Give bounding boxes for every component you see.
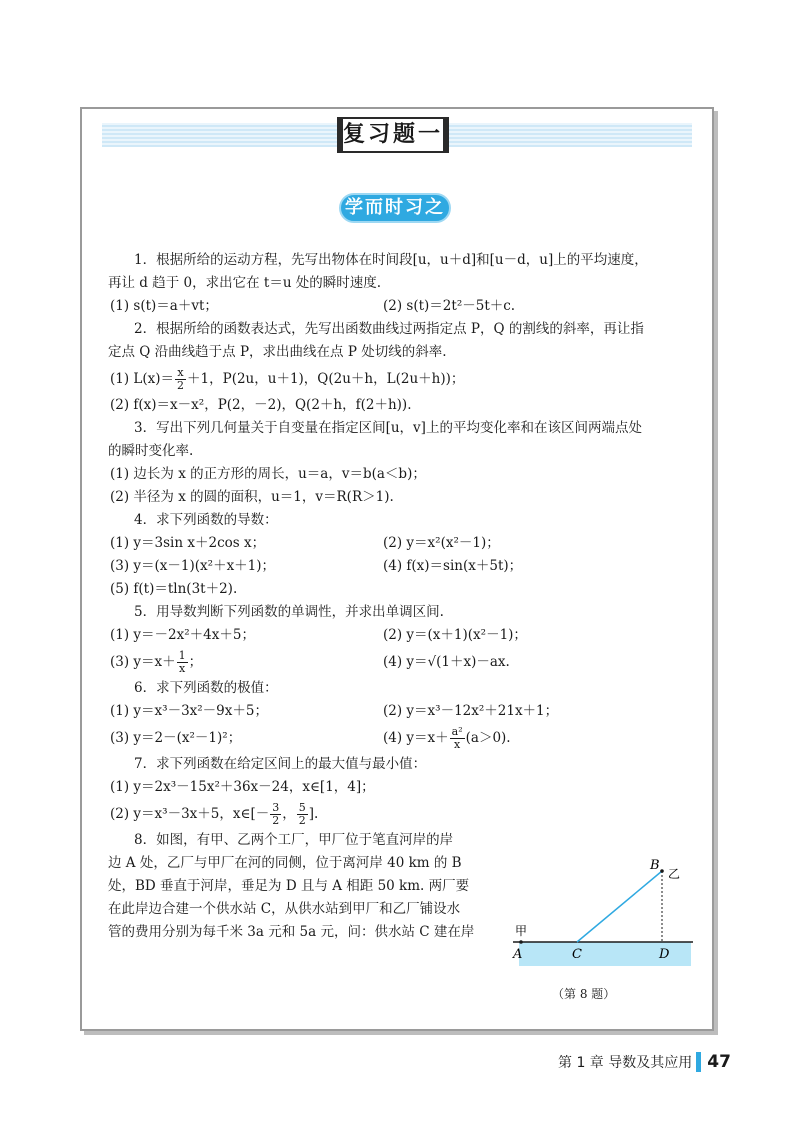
- point-B: [660, 869, 664, 873]
- problem-1-parts: [108, 295, 688, 318]
- problem-8-line-5: 管的费用分别为每千米 3a 元和 5a 元，问：供水站 C 建在岸: [108, 924, 475, 940]
- problem-7-part-a: (1) y＝2x³－15x²＋36x－24，x∈[1，4]；: [110, 779, 375, 795]
- problem-5-part-c: [110, 649, 203, 675]
- fraction: [297, 802, 308, 827]
- section-pill: 学而时习之: [339, 193, 451, 223]
- problem-7-part-b-post: ].: [308, 806, 319, 822]
- label-B: B: [650, 858, 660, 873]
- problem-2-part-a-pre: (1) L(x)＝: [110, 371, 175, 387]
- problem-3-line-2: 的瞬时变化率.: [108, 443, 194, 459]
- fraction-denominator: x: [179, 662, 186, 675]
- problem-7-line-1: 7．求下列函数在给定区间上的最大值与最小值：: [134, 756, 427, 772]
- fraction: [175, 367, 186, 392]
- fraction-denominator: 2: [177, 379, 185, 392]
- problem-5-row-2: [108, 647, 688, 677]
- label-jia: 甲: [515, 924, 528, 938]
- problem-6-line-1: 6．求下列函数的极值：: [134, 680, 278, 696]
- problem-5-part-a: (1) y＝－2x²＋4x＋5；: [110, 627, 255, 643]
- label-C: C: [572, 947, 582, 962]
- problem-6-part-c: (3) y＝2－(x²－1)²；: [110, 730, 242, 746]
- problem-7-part-b-mid: ，: [282, 806, 296, 822]
- problem-2-part-a: [108, 364, 688, 394]
- problem-8-line-4: 在此岸边合建一个供水站 C，从供水站到甲厂和乙厂铺设水: [108, 901, 461, 917]
- problem-2-line-2: 定点 Q 沿曲线趋于点 P，求出曲线在点 P 处切线的斜率.: [108, 344, 447, 360]
- problem-3-part-b: (2) 半径为 x 的圆的面积，u＝1，v＝R(R＞1).: [110, 489, 394, 505]
- problem-3-part-a: (1) 边长为 x 的正方形的周长，u＝a，v＝b(a＜b)；: [110, 466, 426, 482]
- point-A: [519, 940, 523, 944]
- problem-5-row-1: [108, 624, 688, 647]
- problem-8-line-1: 8．如图，有甲、乙两个工厂，甲厂位于笔直河岸的岸: [134, 832, 454, 848]
- problem-2-part-a-post: ＋1，P(2u，u＋1)，Q(2u＋h，L(2u＋h))；: [187, 371, 465, 387]
- fraction: [177, 650, 188, 675]
- fraction-numerator: x: [175, 367, 186, 380]
- label-yi: 乙: [668, 867, 681, 881]
- page-title: 复习题一: [337, 117, 449, 153]
- problem-4-part-d: (4) f(x)＝sin(x＋5t)；: [383, 558, 523, 574]
- problem-4-part-a: (1) y＝3sin x＋2cos x；: [110, 535, 266, 551]
- fraction-denominator: 2: [272, 814, 280, 827]
- problem-7-part-b: [108, 799, 688, 829]
- label-D: D: [659, 947, 670, 962]
- problem-6-row-1: [108, 700, 688, 723]
- problem-1-part-b: (2) s(t)＝2t²－5t＋c.: [383, 298, 516, 314]
- fraction: [450, 726, 465, 751]
- problem-4-line-1: 4．求下列函数的导数：: [134, 512, 278, 528]
- fraction-denominator: x: [454, 738, 461, 751]
- fraction-numerator: 1: [178, 649, 186, 662]
- fraction-numerator: 3: [272, 801, 280, 814]
- river-diagram: [507, 856, 697, 1006]
- problem-4-row-1: [108, 532, 688, 555]
- problem-8-line-2: 边 A 处，乙厂与甲厂在河的同侧，位于离河岸 40 km 的 B: [108, 855, 462, 871]
- label-A: A: [513, 947, 523, 962]
- problem-6-part-d-pre: (4) y＝x＋: [383, 730, 449, 746]
- problem-4-row-2: [108, 555, 688, 578]
- problem-5-part-c-pre: (3) y＝x＋: [110, 654, 176, 670]
- problem-2-line-1: 2．根据所给的函数表达式，先写出函数曲线过两指定点 P，Q 的割线的斜率，再让指: [134, 321, 644, 337]
- problem-3-line-1: 3．写出下列几何量关于自变量在指定区间[u，v]上的平均变化率和在该区间两端点处: [134, 420, 642, 436]
- problem-7-part-b-pre: (2) y＝x³－3x＋5，x∈[－: [110, 806, 270, 822]
- problem-1-line-1: 1．根据所给的运动方程，先写出物体在时间段[u，u＋d]和[u－d，u]上的平均速度，: [134, 252, 648, 268]
- problem-8-line-3: 处，BD 垂直于河岸，垂足为 D 且与 A 相距 50 km. 两厂要: [108, 878, 470, 894]
- fraction: [270, 802, 281, 827]
- page-footer: [558, 1052, 731, 1072]
- problem-2-part-b: (2) f(x)＝x－x²，P(2，－2)，Q(2＋h，f(2＋h)).: [110, 397, 412, 413]
- segment-CB: [577, 871, 662, 942]
- chapter-title: 第 1 章 导数及其应用: [558, 1055, 693, 1071]
- problem-4-part-e: (5) f(t)＝tln(3t＋2).: [110, 581, 238, 597]
- fraction-numerator: 5: [298, 801, 306, 814]
- problem-5-part-c-post: ；: [188, 654, 203, 670]
- figure-caption: （第 8 题）: [552, 987, 616, 1001]
- fraction-denominator: 2: [298, 814, 306, 827]
- problem-5-part-b: (2) y＝(x＋1)(x²－1)；: [383, 627, 527, 643]
- problem-1-line-2: 再让 d 趋于 0，求出它在 t＝u 处的瞬时速度.: [108, 275, 382, 291]
- problem-6-part-b: (2) y＝x³－12x²＋21x＋1；: [383, 703, 559, 719]
- problem-4-part-c: (3) y＝(x－1)(x²＋x＋1)；: [110, 558, 276, 574]
- problem-5-part-d: (4) y＝√(1＋x)－ax.: [383, 654, 510, 670]
- problem-5-line-1: 5．用导数判断下列函数的单调性，并求出单调区间.: [134, 604, 444, 620]
- footer-accent-bar: [696, 1052, 701, 1072]
- review-panel: [80, 107, 714, 1031]
- problem-4-part-b: (2) y＝x²(x²－1)；: [383, 535, 500, 551]
- problem-6-part-d-post: (a＞0).: [465, 730, 511, 746]
- problem-6-part-d: [383, 723, 511, 753]
- fraction-numerator: a²: [451, 725, 463, 738]
- page-number: 47: [707, 1052, 731, 1072]
- exercise-list: [108, 249, 688, 944]
- problem-6-part-a: (1) y＝x³－3x²－9x＋5；: [110, 703, 268, 719]
- problem-1-part-a: (1) s(t)＝a＋vt；: [110, 298, 218, 314]
- problem-6-row-2: [108, 723, 688, 753]
